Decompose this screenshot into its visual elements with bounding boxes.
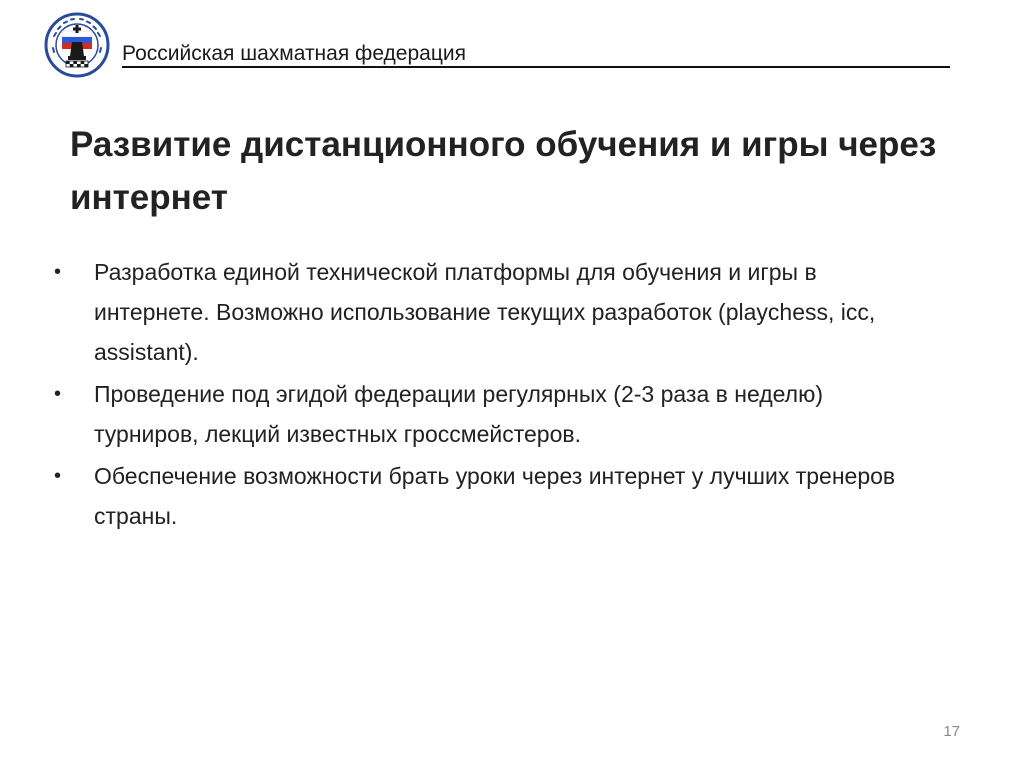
bullet-icon: • [54, 261, 62, 283]
chess-federation-emblem-icon [44, 12, 110, 78]
bullet-text: Разработка единой технической платформы для обучения и игры в интернете. Возможно использование текущих разработок (playchess, icc, assistant). [94, 259, 876, 365]
bullet-item [50, 456, 910, 536]
bullet-item [50, 374, 910, 454]
bullet-item [50, 252, 910, 372]
bullet-text: Проведение под эгидой федерации регулярных (2-3 раза в неделю) турниров, лекций известных гроссмейстеров. [94, 381, 824, 447]
organization-name: Российская шахматная федерация [122, 42, 466, 65]
emblem-graphic [44, 12, 110, 78]
page-number: 17 [943, 723, 960, 740]
slide-title: Развитие дистанционного обучения и игры через интернет [70, 125, 937, 217]
bullet-list [50, 252, 910, 538]
header-divider [122, 66, 950, 68]
bullet-text: Обеспечение возможности брать уроки через интернет у лучших тренеров страны. [94, 463, 896, 529]
bullet-icon: • [54, 465, 62, 487]
bullet-icon: • [54, 383, 62, 405]
